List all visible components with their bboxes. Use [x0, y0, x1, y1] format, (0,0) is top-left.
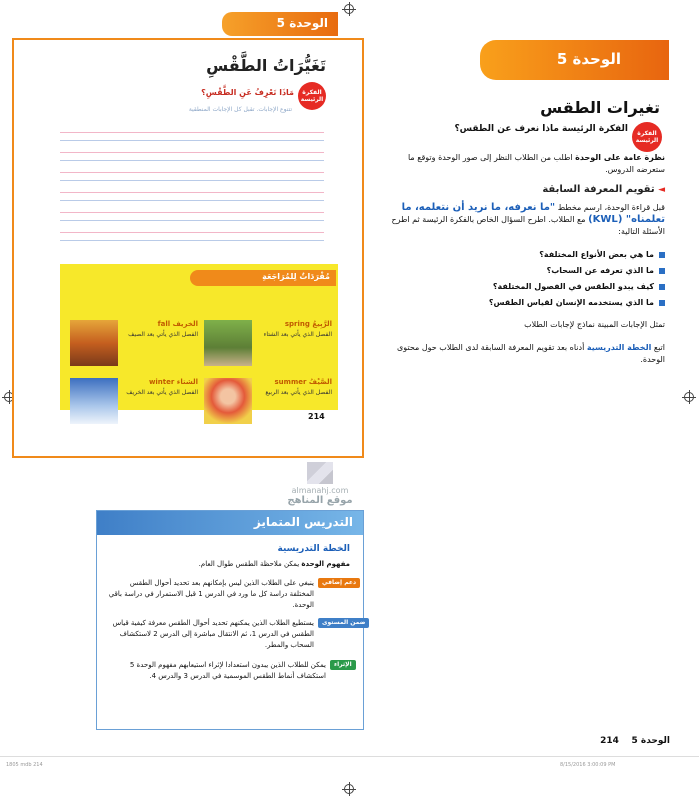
question-bullet: ما هي بعض الأنواع المختلفة؟: [405, 250, 665, 259]
winter-image: [70, 378, 118, 424]
unit-overview: [380, 152, 665, 176]
square-bullet-icon: [659, 252, 665, 258]
season-card-summer: [204, 378, 334, 430]
student-big-idea-question: مَاذَا نَعْرِفُ عَنِ الطَّقْسِ؟: [201, 88, 294, 97]
prior-heading-text: تقويم المعرفة السابقة: [542, 184, 655, 195]
season-desc: الفصل الذي يأتي بعد الشتاء: [263, 331, 332, 338]
unit-banner: الوحدة 5: [480, 40, 669, 80]
registration-mark-top: [344, 4, 354, 14]
plan-note: [382, 342, 665, 366]
question-bullet: ما الذي يستخدمه الإنسان لقياس الطقس؟: [405, 298, 665, 307]
page-title: تغيرات الطقس: [540, 98, 660, 117]
registration-mark-bottom: [344, 784, 354, 794]
season-name: الصَّيْفُ summer: [274, 378, 332, 386]
season-card-fall: [70, 320, 200, 372]
watermark-site: almanahj.com: [291, 486, 349, 495]
page-footer: [510, 736, 670, 746]
season-desc: الفصل الذي يأتي بعد الربيع: [265, 389, 332, 396]
on-level-text: يستطيع الطلاب الذين يمكنهم تحديد أحوال الطقس معرفة كيفية قياس الطقس في الدرس 1، ثم الانتقال مباشرة إلى الدرس 2 لاستكشاف السحاب والمطر.: [112, 619, 314, 649]
extra-support-text: ينبغي على الطلاب الذين ليس بإمكانهم بعد تحديد أحوال الطقس المختلفة دراسة كل ما ورد في الدرس 1 قبل الاستمرار في دراسة باقي الوحدة.: [108, 579, 314, 609]
vocabulary-review-title: مُفْرَدَاتٌ لِلمُرَاجَعَةِ: [190, 270, 336, 286]
student-page-credit-strip: [14, 60, 22, 440]
fall-image: [70, 320, 118, 366]
spring-image: [204, 320, 252, 366]
slug-left: 1805 mdb 214: [6, 762, 43, 768]
triangle-bullet-icon: ◄: [658, 185, 665, 195]
footer-page: 214: [600, 736, 619, 746]
student-page-number: 214: [308, 412, 325, 421]
plan-link: الخطة التدريسية: [586, 343, 652, 352]
summer-image: [204, 378, 252, 424]
season-name: الرَّبِيعُ spring: [284, 320, 332, 328]
season-card-winter: [70, 378, 200, 430]
student-unit-banner: الوحدة 5: [222, 12, 338, 36]
student-big-idea-badge: الفكرة الرئيسة: [298, 82, 326, 110]
concept-text: يمكن ملاحظة الطقس طوال العام.: [198, 560, 300, 568]
enrichment-text: يمكن للطلاب الذين يبدون استعدادا لإثراء استيعابهم مفهوم الوحدة 5 استكشاف أنماط الطقس الموسمية في الدرس 3 والدرس 4.: [129, 661, 326, 680]
concept-label: مفهوم الوحدة: [301, 560, 350, 568]
season-desc: الفصل الذي يأتي بعد الخريف: [126, 389, 198, 396]
prior-knowledge-body: [378, 202, 665, 238]
season-card-spring: [204, 320, 334, 372]
season-name: الشتاء winter: [148, 378, 198, 386]
instruction-plan-heading: الخطة التدريسية: [277, 544, 350, 554]
student-page-title: تَغَيُّرَاتُ الطَّقْسِ: [206, 56, 326, 75]
student-answer-hint: تتنوع الإجابات. تقبل كل الإجابات المنطقية: [188, 106, 292, 113]
footer-divider: [0, 756, 699, 757]
square-bullet-icon: [659, 284, 665, 290]
tag-extra-support: دعم إضافي: [318, 578, 360, 588]
big-idea-text: الفكرة الرئيسة ماذا نعرف عن الطقس؟: [454, 124, 628, 134]
plan-prefix: اتبع: [653, 343, 665, 352]
answers-note: تمثل الإجابات المبينة نماذج لإجابات الطلاب: [524, 320, 665, 329]
season-name: الخريف fall: [157, 320, 198, 328]
overview-text: اطلب من الطلاب النظر إلى صور الوحدة وتوقع ما ستعرضه الدروس.: [407, 153, 665, 174]
prior-text-2: مع الطلاب. اطرح السؤال الخاص بالفكرة الرئيسة ثم اطرح الأسئلة التالية:: [391, 215, 665, 236]
kwl-chart-label: "ما نعرفه، ما نريد أن نتعلمه، ما تعلمناه" (KWL): [401, 202, 665, 225]
tag-enrichment: الإثراء: [330, 660, 356, 670]
prior-text-1: قبل قراءة الوحدة، ارسم مخطط: [557, 203, 665, 212]
slug-right: 8/15/2016 3:00:09 PM: [560, 762, 616, 768]
plan-suffix: أدناه بعد تقويم المعرفة السابقة لدى الطلاب حول محتوى الوحدة.: [397, 343, 665, 364]
square-bullet-icon: [659, 268, 665, 274]
season-desc: الفصل الذي يأتي بعد الصيف: [128, 331, 198, 338]
square-bullet-icon: [659, 300, 665, 306]
big-idea-badge: الفكرة الرئيسة: [632, 122, 662, 152]
prior-knowledge-heading: [420, 184, 665, 195]
watermark-name: موقع المناهج: [287, 495, 353, 506]
left-credit-strip: [52, 470, 62, 800]
registration-mark-right: [684, 392, 694, 402]
tag-on-level: ضمن المستوى: [318, 618, 369, 628]
footer-unit: الوحدة 5: [631, 736, 670, 746]
differentiated-header: التدريس المتمايز: [97, 511, 363, 535]
overview-label: نظرة عامة على الوحدة: [575, 153, 665, 162]
question-bullet: ما الذي تعرفه عن السحاب؟: [405, 266, 665, 275]
question-bullet: كيف يبدو الطقس في الفصول المختلفة؟: [405, 282, 665, 291]
unit-concept: [110, 560, 350, 568]
